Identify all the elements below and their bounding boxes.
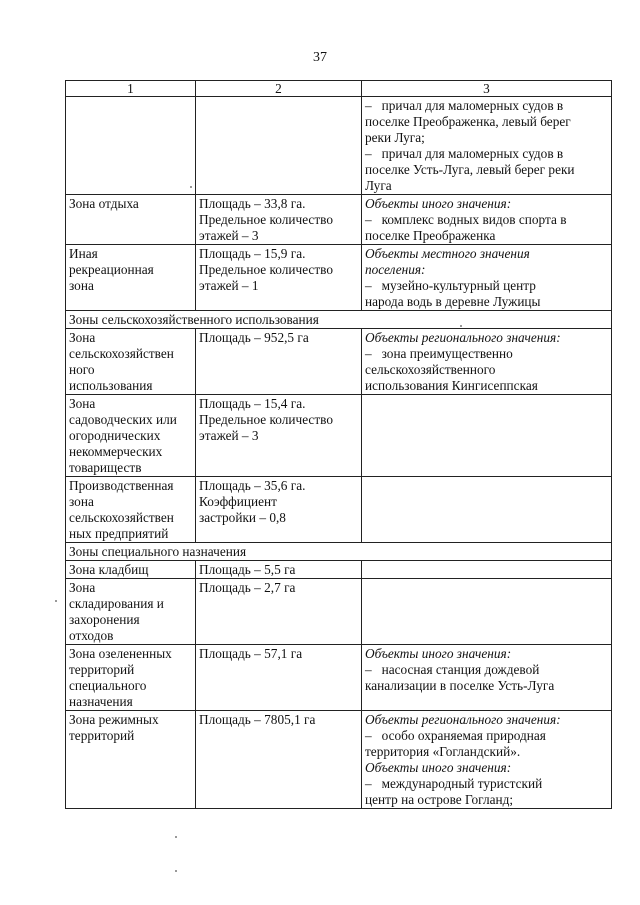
- objects-cell: [362, 645, 612, 711]
- objects-cell: [362, 579, 612, 645]
- objects-category-label: Объекты иного значения:: [365, 760, 512, 775]
- zone-name-line: Зона: [69, 396, 96, 411]
- parameters-cell: [196, 561, 362, 579]
- table-row: [66, 329, 612, 395]
- table-row: [66, 477, 612, 543]
- zone-name-line: ного: [69, 362, 95, 377]
- objects-line: использования Кингисеппская: [365, 378, 538, 393]
- table-row: [66, 195, 612, 245]
- zone-name-line: специального: [69, 678, 147, 693]
- objects-line: – зона преимущественно: [365, 346, 513, 361]
- parameters-cell: [196, 97, 362, 195]
- zone-name-line: сельскохозяйствен: [69, 510, 174, 525]
- objects-category-label: Объекты иного значения:: [365, 196, 512, 211]
- parameters-cell: [196, 711, 362, 809]
- zone-name-line: Зона: [69, 330, 96, 345]
- zone-name-line: Производственная: [69, 478, 174, 493]
- parameter-line: этажей – 3: [199, 228, 259, 243]
- objects-cell: [362, 711, 612, 809]
- scan-speck: [55, 600, 57, 602]
- parameter-line: Площадь – 2,7 га: [199, 580, 296, 595]
- table-row: [66, 245, 612, 311]
- parameter-line: Площадь – 35,6 га.: [199, 478, 306, 493]
- zone-name-line: территорий: [69, 662, 135, 677]
- objects-category-label: поселения:: [365, 262, 426, 277]
- objects-category-label: Объекты местного значения: [365, 246, 530, 261]
- parameters-cell: [196, 395, 362, 477]
- zone-name-cell: [66, 245, 196, 311]
- objects-cell: [362, 477, 612, 543]
- zone-name-cell: [66, 329, 196, 395]
- parameters-cell: [196, 579, 362, 645]
- zone-name-line: Зона отдыха: [69, 196, 139, 211]
- objects-line: – комплекс водных видов спорта в: [365, 212, 567, 227]
- table-row: [66, 645, 612, 711]
- zone-name-line: Зона кладбищ: [69, 562, 149, 577]
- zone-name-line: огороднических: [69, 428, 161, 443]
- objects-line: поселке Преображенка: [365, 228, 496, 243]
- scan-speck: [175, 836, 177, 838]
- objects-line: сельскохозяйственного: [365, 362, 496, 377]
- zone-name-line: сельскохозяйствен: [69, 346, 174, 361]
- objects-cell: [362, 395, 612, 477]
- objects-line: реки Луга;: [365, 130, 425, 145]
- objects-category-label: Объекты регионального значения:: [365, 712, 561, 727]
- objects-line: – насосная станция дождевой: [365, 662, 540, 677]
- objects-cell: [362, 97, 612, 195]
- zone-name-cell: [66, 477, 196, 543]
- zone-name-line: Зона: [69, 580, 96, 595]
- zone-name-line: Зона озелененных: [69, 646, 172, 661]
- objects-line: канализации в поселке Усть-Луга: [365, 678, 555, 693]
- parameter-line: Коэффициент: [199, 494, 277, 509]
- table-row: [66, 579, 612, 645]
- table-header-row: [66, 81, 612, 97]
- zone-name-cell: [66, 561, 196, 579]
- parameter-line: Предельное количество: [199, 212, 333, 227]
- objects-line: поселке Усть-Луга, левый берег реки: [365, 162, 575, 177]
- objects-cell: [362, 245, 612, 311]
- objects-line: – причал для маломерных судов в: [365, 146, 564, 161]
- objects-cell: [362, 561, 612, 579]
- parameter-line: Площадь – 15,4 га.: [199, 396, 306, 411]
- scan-speck: [190, 186, 192, 188]
- zone-name-line: товариществ: [69, 460, 142, 475]
- scan-speck: [175, 870, 177, 872]
- section-title: Зоны сельскохозяйственного использования: [66, 311, 612, 329]
- objects-line: центр на острове Гогланд;: [365, 792, 514, 807]
- zone-name-line: садоводческих или: [69, 412, 177, 427]
- zone-name-line: Иная: [69, 246, 98, 261]
- parameters-cell: [196, 645, 362, 711]
- objects-cell: [362, 195, 612, 245]
- section-row: [66, 311, 612, 329]
- objects-category-label: Объекты иного значения:: [365, 646, 512, 661]
- section-title: Зоны специального назначения: [66, 543, 612, 561]
- parameter-line: Площадь – 7805,1 га: [199, 712, 316, 727]
- zone-name-line: ных предприятий: [69, 526, 169, 541]
- table-row: [66, 395, 612, 477]
- parameters-cell: [196, 477, 362, 543]
- parameters-cell: [196, 329, 362, 395]
- zone-name-line: территорий: [69, 728, 135, 743]
- table-body: [66, 97, 612, 809]
- scan-speck: [460, 325, 462, 327]
- zone-name-cell: [66, 645, 196, 711]
- objects-line: – особо охраняемая природная: [365, 728, 546, 743]
- zone-name-line: Зона режимных: [69, 712, 159, 727]
- zone-name-cell: [66, 711, 196, 809]
- column-header: 3: [362, 81, 612, 97]
- objects-line: народа водь в деревне Лужицы: [365, 294, 541, 309]
- parameter-line: Площадь – 15,9 га.: [199, 246, 306, 261]
- zone-name-cell: [66, 195, 196, 245]
- parameter-line: Площадь – 33,8 га.: [199, 196, 306, 211]
- zone-name-line: зона: [69, 278, 94, 293]
- objects-category-label: Объекты регионального значения:: [365, 330, 561, 345]
- zone-name-line: отходов: [69, 628, 114, 643]
- parameters-cell: [196, 245, 362, 311]
- objects-line: – международный туристский: [365, 776, 543, 791]
- objects-line: территория «Гогландский».: [365, 744, 521, 759]
- parameter-line: этажей – 1: [199, 278, 259, 293]
- zone-name-line: захоронения: [69, 612, 140, 627]
- zone-name-line: зона: [69, 494, 94, 509]
- objects-line: – причал для маломерных судов в: [365, 98, 564, 113]
- zone-name-line: складирования и: [69, 596, 164, 611]
- table-row: [66, 97, 612, 195]
- zone-name-cell: [66, 579, 196, 645]
- objects-cell: [362, 329, 612, 395]
- zone-name-line: некоммерческих: [69, 444, 163, 459]
- zone-name-cell: [66, 97, 196, 195]
- objects-line: Луга: [365, 178, 392, 193]
- table-row: [66, 561, 612, 579]
- parameter-line: этажей – 3: [199, 428, 259, 443]
- objects-line: – музейно-культурный центр: [365, 278, 536, 293]
- zone-name-line: использования: [69, 378, 153, 393]
- zone-name-cell: [66, 395, 196, 477]
- table-row: [66, 711, 612, 809]
- page-number: 37: [313, 50, 327, 65]
- parameter-line: застройки – 0,8: [199, 510, 286, 525]
- zones-table: [65, 80, 612, 809]
- column-header: 2: [196, 81, 362, 97]
- zone-name-line: назначения: [69, 694, 133, 709]
- zone-name-line: рекреационная: [69, 262, 154, 277]
- column-header: 1: [66, 81, 196, 97]
- parameter-line: Предельное количество: [199, 262, 333, 277]
- section-row: [66, 543, 612, 561]
- objects-line: поселке Преображенка, левый берег: [365, 114, 571, 129]
- parameters-cell: [196, 195, 362, 245]
- parameter-line: Предельное количество: [199, 412, 333, 427]
- parameter-line: Площадь – 57,1 га: [199, 646, 303, 661]
- parameter-line: Площадь – 952,5 га: [199, 330, 309, 345]
- parameter-line: Площадь – 5,5 га: [199, 562, 296, 577]
